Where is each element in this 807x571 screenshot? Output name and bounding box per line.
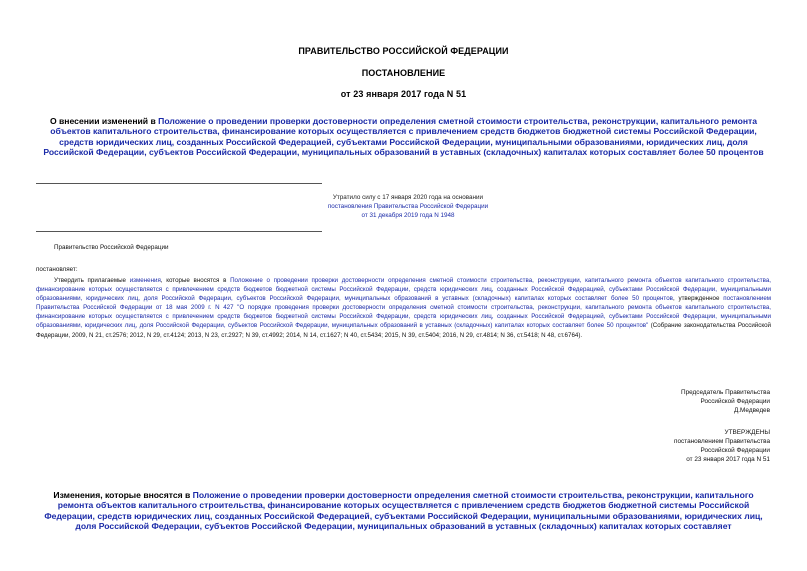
changes-title-link[interactable]: Положение о проведении проверки достоверности определения сметной стоимости строительства, реконструкции, капитального ремонта объектов капитального строительства, финансирование которых осуществляется с привлечением средств бюджетов бюджетной системы Российской Федерации, средств юридических лиц, созданных Российской Федерацией, субъектами Российской Федерации, муниципальными образованиями, юридических лиц, доля Российской Федерации, субъектов Российской Федерации, муниципальных образований в уставных (складочных) капиталах которых составляет [44,490,763,532]
signature-block [560,388,770,415]
repeal-note-line1: Утратило силу с 17 января 2020 года на основании [332,194,484,201]
repeal-note [260,193,556,220]
paragraph-link-regulation[interactable]: Положение о проведении проверки достоверности определения сметной стоимости строительства, реконструкции, капитального ремонта объектов капитального строительства, финансирование которых осуществляется с привлечением средств бюджетов бюджетной системы Российской Федерации, средств юридических лиц, созданных Российской Федерацией, субъектами Российской Федерации, муниципальными образованиями, юридических лиц, доля Российской Федерации, субъектов Российской Федерации, муниципальных образований в уставных (складочных) капиталах которых составляет более 50 процентов [36,277,771,303]
date-number-heading: от 23 января 2017 года N 51 [340,89,467,99]
signature-line3: Д.Медведев [733,407,770,414]
repeal-note-line3[interactable]: от 31 декабря 2019 года N 1948 [361,212,455,219]
title-link[interactable]: Положение о проведении проверки достоверности определения сметной стоимости строительства, реконструкции, капитального ремонта объектов капитального строительства, финансирование которых осуществляется с привлечением средств бюджетов бюджетной системы Российской Федерации, средств юридических лиц, созданных Российской Федерацией, субъектами Российской Федерации, муниципальными образованиями, юридических лиц, доля Российской Федерации, субъектов Российской Федерации, муниципальных образований в уставных (складочных) капиталах которых составляет более 50 процентов [43,116,764,158]
approved-block [560,428,770,464]
approved-line4: от 23 января 2017 года N 51 [686,456,770,463]
divider-bottom [36,231,322,232]
changes-title-prefix: Изменения, которые вносятся в [53,490,193,500]
signature-line2: Российской Федерации [700,398,770,405]
main-paragraph [36,276,771,340]
paragraph-mid1: , которые вносятся в [160,277,231,284]
approved-line3: Российской Федерации [700,447,770,454]
approved-line1: УТВЕРЖДЕНЫ [724,429,770,436]
document-title [36,116,771,158]
title-prefix: О внесении изменений в [49,116,159,126]
government-line: Правительство Российской Федерации [54,244,169,251]
paragraph-prefix: Утвердить прилагаемые [54,277,130,284]
divider-top [36,183,322,184]
government-heading: ПРАВИТЕЛЬСТВО РОССИЙСКОЙ ФЕДЕРАЦИИ [298,46,509,56]
doc-type-heading: ПОСТАНОВЛЕНИЕ [361,68,446,78]
approved-line2: постановлением Правительства [674,438,770,445]
paragraph-mid2: , утвержденное [672,295,724,303]
decrees-line: постановляет: [36,266,78,273]
changes-title [36,490,771,532]
paragraph-suffix: (Собрание законодательства Российской Федерации, 2009, N 21, ст.2576; 2012, N 29, ст.4124; 2013, N 23, ст.2927; N 39, ст.4992; 2014, N 14, ст.1627; N 40, ст.5434; 2015, N 39, ст.5404; 2016, N 29, ст.4814; N 36, ст.5418; N 48, ст.6764). [36,322,771,339]
repeal-note-line2[interactable]: постановления Правительства Российской Федерации [327,203,489,210]
paragraph-link-decree[interactable]: постановлением Правительства Российской Федерации от 18 мая 2009 г. N 427 "О порядке проведения проверки достоверности определения сметной стоимости строительства, реконструкции, капитального ремонта объектов капитального строительства, финансирование которых осуществляется с привлечением средств бюджетов бюджетной системы Российской Федерации, средств юридических лиц, созданных Российской Федерацией, субъектами Российской Федерации, муниципальными образованиями, юридических лиц, доля Российской Федерации, субъектов Российской Федерации, муниципальных образований в уставных (складочных) капиталах которых составляет более 50 процентов" [36,295,772,330]
paragraph-link-changes[interactable]: изменения [129,277,161,284]
signature-line1: Председатель Правительства [681,389,770,396]
